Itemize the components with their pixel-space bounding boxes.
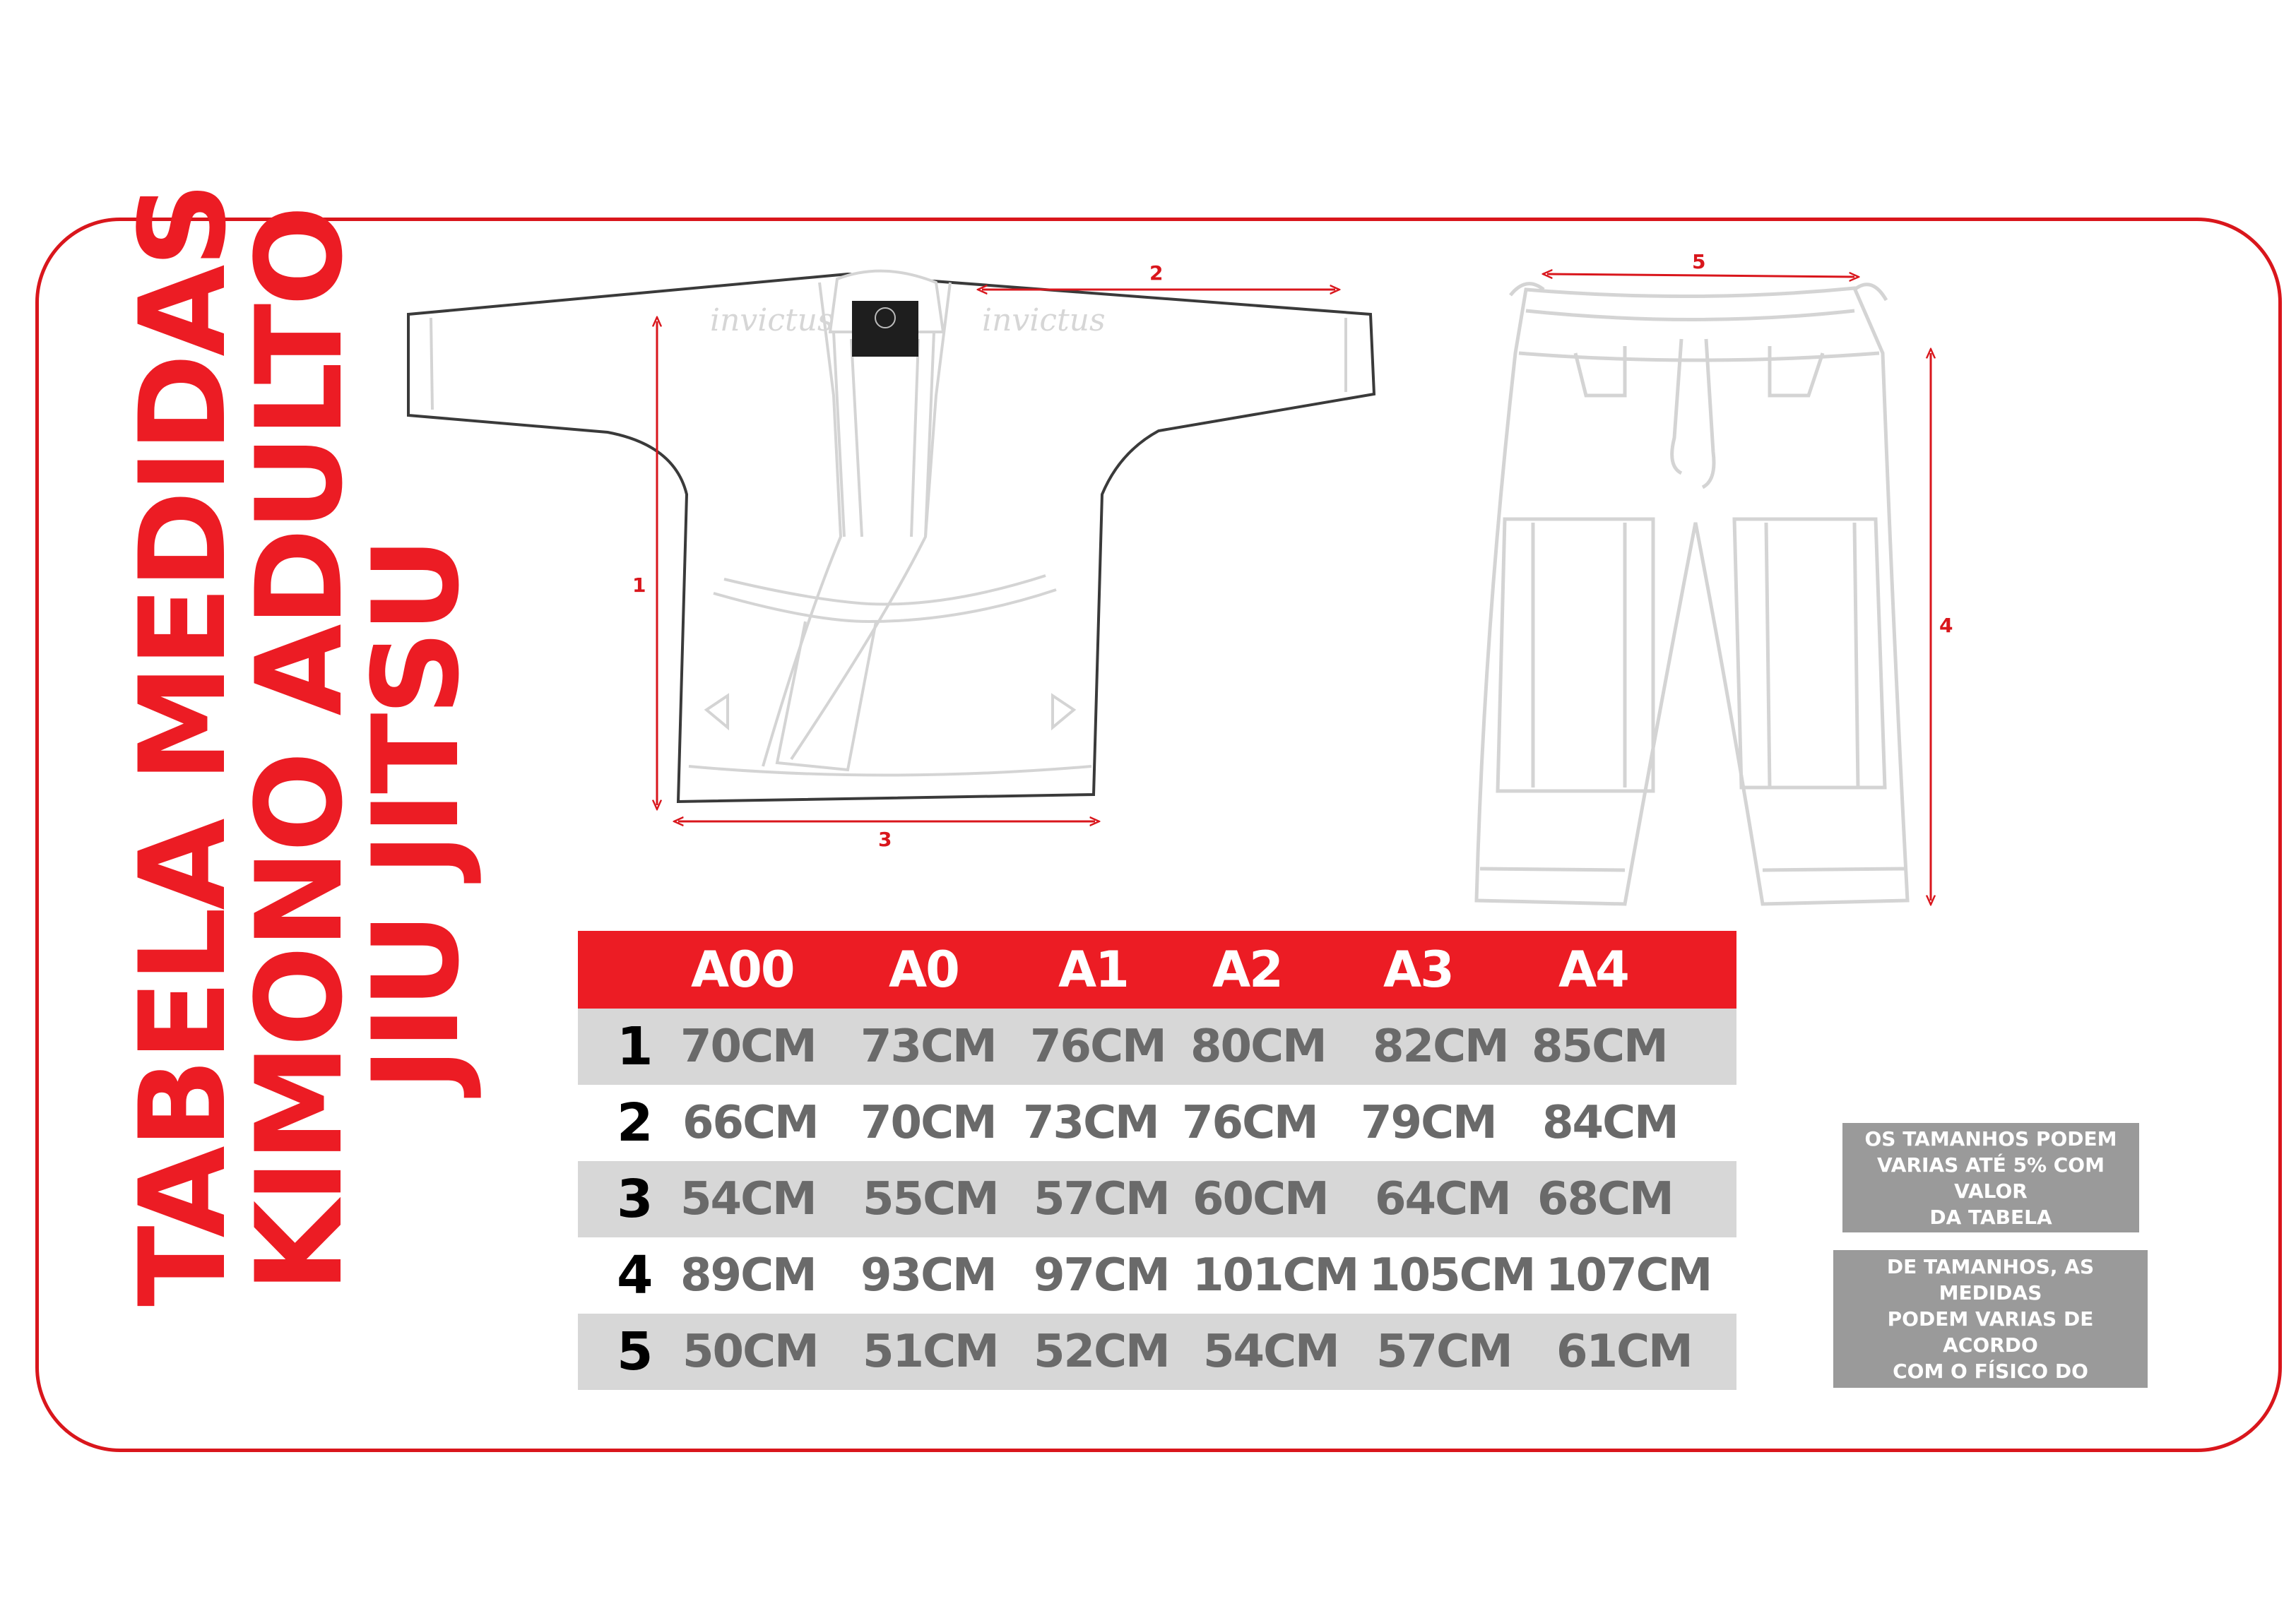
measure-label-5: 5 bbox=[1692, 250, 1706, 273]
row-label: 3 bbox=[617, 1169, 652, 1230]
table-cell: 51CM bbox=[863, 1326, 998, 1378]
column-header: A0 bbox=[889, 941, 959, 999]
table-cell: 66CM bbox=[682, 1097, 818, 1149]
jacket-brand-right: invictus bbox=[982, 302, 1106, 338]
table-row bbox=[578, 1161, 1736, 1237]
table-row bbox=[578, 1314, 1736, 1390]
title-line-3: JIU JITSU bbox=[347, 540, 485, 1091]
table-cell: 79CM bbox=[1361, 1097, 1496, 1149]
table-cell: 85CM bbox=[1532, 1021, 1667, 1073]
row-label: 5 bbox=[617, 1321, 652, 1382]
note-variation-line: VARIAS ATÉ 5% COM VALOR bbox=[1877, 1153, 2105, 1203]
table-cell: 82CM bbox=[1373, 1021, 1508, 1073]
measure-label-2: 2 bbox=[1149, 261, 1164, 285]
table-cell: 84CM bbox=[1542, 1097, 1678, 1149]
note-variation-line: DA TABELA bbox=[1929, 1205, 2052, 1229]
table-cell: 80CM bbox=[1190, 1021, 1326, 1073]
size-table bbox=[578, 931, 1736, 1390]
brand-patch-icon bbox=[853, 302, 917, 355]
table-cell: 64CM bbox=[1375, 1173, 1510, 1225]
table-cell: 70CM bbox=[680, 1021, 816, 1073]
table-cell: 93CM bbox=[860, 1249, 996, 1302]
jacket-drawing bbox=[408, 271, 1374, 802]
note-suggestive-line: DE TAMANHOS, AS MEDIDAS bbox=[1886, 1255, 2095, 1304]
table-row bbox=[578, 1085, 1736, 1161]
table-row bbox=[578, 1009, 1736, 1085]
note-variation-line: OS TAMANHOS PODEM bbox=[1864, 1126, 2117, 1151]
table-cell: 60CM bbox=[1193, 1173, 1328, 1225]
row-label: 4 bbox=[617, 1245, 652, 1306]
table-header bbox=[578, 931, 1736, 1009]
table-cell: 54CM bbox=[680, 1173, 816, 1225]
column-header: A00 bbox=[691, 941, 794, 999]
title-line-2: KIMONO ADULTO bbox=[230, 208, 369, 1292]
measure-label-4: 4 bbox=[1939, 614, 1953, 637]
pants-drawing bbox=[1477, 284, 1907, 904]
note-suggestive bbox=[1833, 1229, 2148, 1409]
table-cell: 50CM bbox=[682, 1326, 818, 1378]
table-row bbox=[578, 1237, 1736, 1314]
table-cell: 73CM bbox=[860, 1021, 996, 1073]
note-suggestive-line: TABELA SUGESTIVA bbox=[1883, 1229, 2098, 1252]
table-cell: 76CM bbox=[1030, 1021, 1166, 1073]
table-cell: 55CM bbox=[863, 1173, 998, 1225]
table-cell: 105CM bbox=[1369, 1249, 1535, 1302]
table-cell: 68CM bbox=[1537, 1173, 1673, 1225]
column-header: A2 bbox=[1212, 941, 1282, 999]
row-label: 2 bbox=[617, 1093, 652, 1153]
title-line-1: TABELA MEDIDAS bbox=[114, 184, 252, 1307]
table-cell: 73CM bbox=[1023, 1097, 1159, 1149]
note-suggestive-line: PODEM VARIAS DE ACORDO bbox=[1887, 1307, 2094, 1357]
note-variation bbox=[1842, 1123, 2139, 1232]
table-cell: 107CM bbox=[1546, 1249, 1712, 1302]
table-cell: 89CM bbox=[680, 1249, 816, 1302]
table-cell: 61CM bbox=[1556, 1326, 1692, 1378]
table-cell: 70CM bbox=[860, 1097, 996, 1149]
note-suggestive-line: COM O FÍSICO DO CLIENTE. bbox=[1893, 1360, 2088, 1409]
measure-label-1: 1 bbox=[632, 573, 646, 597]
table-cell: 52CM bbox=[1034, 1326, 1169, 1378]
column-header: A4 bbox=[1558, 941, 1628, 999]
table-cell: 54CM bbox=[1203, 1326, 1339, 1378]
table-cell: 57CM bbox=[1034, 1173, 1169, 1225]
measure-label-3: 3 bbox=[878, 828, 892, 851]
jacket-brand-left: invictus bbox=[710, 302, 834, 338]
table-cell: 76CM bbox=[1182, 1097, 1318, 1149]
column-header: A1 bbox=[1058, 941, 1128, 999]
column-header: A3 bbox=[1383, 941, 1453, 999]
table-cell: 101CM bbox=[1193, 1249, 1359, 1302]
table-cell: 97CM bbox=[1034, 1249, 1169, 1302]
row-label: 1 bbox=[617, 1016, 652, 1077]
table-cell: 57CM bbox=[1376, 1326, 1512, 1378]
measure-line-5 bbox=[1547, 274, 1854, 277]
